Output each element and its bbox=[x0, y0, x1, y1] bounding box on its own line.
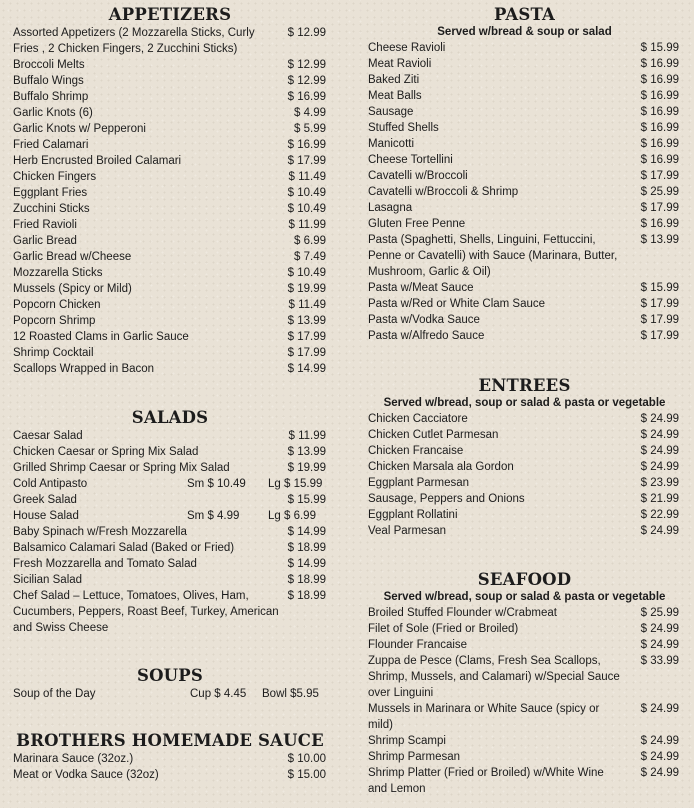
menu-item-name: Garlic Knots w/ Pepperoni bbox=[13, 123, 146, 135]
menu-item-name: Chicken Caesar or Spring Mix Salad bbox=[13, 446, 199, 458]
menu-item-name: Broccoli Melts bbox=[13, 59, 85, 71]
menu-item bbox=[0, 524, 340, 540]
menu-item bbox=[0, 153, 340, 169]
menu-item bbox=[355, 523, 694, 539]
menu-item bbox=[355, 765, 694, 797]
menu-item bbox=[0, 686, 340, 702]
menu-item bbox=[355, 72, 694, 88]
menu-item bbox=[355, 621, 694, 637]
appetizers-list bbox=[0, 25, 340, 377]
appetizers-section bbox=[0, 5, 340, 377]
menu-item-price: $ 15.99 bbox=[640, 282, 679, 294]
menu-item-name: Meat or Vodka Sauce (32oz) bbox=[13, 769, 159, 781]
menu-item-name: Shrimp Cocktail bbox=[13, 347, 94, 359]
menu-item-name: Pasta w/Red or White Clam Sauce bbox=[368, 298, 546, 310]
entrees-heading: ENTREES bbox=[478, 376, 571, 395]
menu-item bbox=[355, 637, 694, 653]
menu-item-name: Sausage bbox=[368, 106, 414, 118]
menu-item-price: $ 11.99 bbox=[288, 430, 326, 442]
menu-item bbox=[355, 312, 694, 328]
soups-heading: SOUPS bbox=[136, 666, 203, 685]
menu-item-price: $ 15.99 bbox=[287, 494, 326, 506]
menu-item-price: $ 24.99 bbox=[640, 735, 679, 747]
menu-item-price: $ 12.99 bbox=[287, 59, 326, 71]
menu-item bbox=[0, 201, 340, 217]
menu-item bbox=[0, 329, 340, 345]
menu-item-price: $ 6.99 bbox=[294, 235, 326, 247]
appetizers-heading: APPETIZERS bbox=[108, 5, 232, 24]
menu-item-price: $ 24.99 bbox=[640, 429, 679, 441]
menu-item-name: Cavatelli w/Broccoli & Shrimp bbox=[368, 186, 519, 198]
menu-item bbox=[355, 443, 694, 459]
menu-item-name: Buffalo Shrimp bbox=[13, 91, 89, 103]
menu-item-price: $ 16.99 bbox=[287, 139, 326, 151]
menu-item-price: $ 33.99 bbox=[640, 655, 679, 667]
menu-item-name: Mussels (Spicy or Mild) bbox=[13, 283, 132, 295]
menu-item-name: Cheese Tortellini bbox=[368, 154, 453, 166]
pasta-list bbox=[355, 40, 694, 344]
menu-item-name: Balsamico Calamari Salad (Baked or Fried) bbox=[13, 542, 235, 554]
menu-item bbox=[0, 572, 340, 588]
menu-item-price: $ 10.49 bbox=[287, 187, 326, 199]
small-size-price: Sm $ 10.49 bbox=[187, 478, 246, 490]
menu-item-name: Pasta (Spaghetti, Shells, Linguini, Fettuccini, Penne or Cavatelli) with Sauce (Marinara, Butter, Mushroom, Garlic & Oil) bbox=[368, 234, 618, 278]
menu-item-price: $ 25.99 bbox=[640, 607, 679, 619]
menu-item bbox=[355, 216, 694, 232]
soups-list bbox=[0, 686, 340, 702]
menu-item-price: $ 21.99 bbox=[640, 493, 679, 505]
menu-item bbox=[355, 232, 694, 280]
menu-item-price: $ 24.99 bbox=[640, 703, 679, 715]
menu-item bbox=[0, 428, 340, 444]
menu-item-price: $ 10.49 bbox=[287, 267, 326, 279]
menu-item bbox=[355, 328, 694, 344]
menu-item-name: Shrimp Parmesan bbox=[368, 751, 461, 763]
menu-item-price: $ 17.99 bbox=[640, 202, 679, 214]
seafood-section bbox=[355, 570, 694, 797]
menu-item bbox=[0, 508, 340, 524]
bowl-price: Bowl $5.95 bbox=[262, 688, 319, 700]
menu-item-price: $ 14.99 bbox=[287, 558, 326, 570]
menu-item-name: Herb Encrusted Broiled Calamari bbox=[13, 155, 182, 167]
menu-item-price: $ 5.99 bbox=[294, 123, 326, 135]
menu-item-name: Caesar Salad bbox=[13, 430, 83, 442]
menu-item-price: $ 7.49 bbox=[294, 251, 326, 263]
seafood-heading: SEAFOOD bbox=[477, 570, 572, 589]
menu-item-name: Popcorn Chicken bbox=[13, 299, 101, 311]
pasta-subtitle: Served w/bread & soup or salad bbox=[437, 26, 612, 38]
menu-item-name: Garlic Knots (6) bbox=[13, 107, 93, 119]
menu-item-name: Veal Parmesan bbox=[368, 525, 446, 537]
menu-item-name: Sicilian Salad bbox=[13, 574, 83, 586]
menu-item-name: Meat Ravioli bbox=[368, 58, 432, 70]
menu-item-price: $ 14.99 bbox=[287, 526, 326, 538]
menu-item-name: Shrimp Platter (Fried or Broiled) w/White Wine and Lemon bbox=[368, 767, 604, 795]
menu-item-name: Baked Ziti bbox=[368, 74, 420, 86]
menu-item-price: $ 19.99 bbox=[287, 283, 326, 295]
sauce-list bbox=[0, 751, 340, 783]
menu-item-name: Marinara Sauce (32oz.) bbox=[13, 753, 134, 765]
menu-item-name: Mozzarella Sticks bbox=[13, 267, 103, 279]
menu-item-name: Cavatelli w/Broccoli bbox=[368, 170, 468, 182]
menu-item-price: $ 10.00 bbox=[287, 753, 326, 765]
menu-item-price: $ 17.99 bbox=[287, 331, 326, 343]
menu-item-price: $ 23.99 bbox=[640, 477, 679, 489]
menu-item-name: Fried Ravioli bbox=[13, 219, 77, 231]
menu-item bbox=[0, 556, 340, 572]
menu-item-price: $ 24.99 bbox=[640, 461, 679, 473]
menu-item-name: Lasagna bbox=[368, 202, 413, 214]
menu-item-price: $ 17.99 bbox=[640, 298, 679, 310]
menu-item-price: $ 16.99 bbox=[640, 74, 679, 86]
menu-item-name: Scallops Wrapped in Bacon bbox=[13, 363, 155, 375]
salads-heading: SALADS bbox=[131, 408, 209, 427]
menu-item-price: $ 17.99 bbox=[287, 155, 326, 167]
menu-item-name: Greek Salad bbox=[13, 494, 77, 506]
menu-item-price: $ 12.99 bbox=[287, 75, 326, 87]
soups-section bbox=[0, 666, 340, 702]
pasta-section bbox=[355, 5, 694, 344]
menu-item bbox=[355, 200, 694, 216]
menu-item-name: Grilled Shrimp Caesar or Spring Mix Salad bbox=[13, 462, 230, 474]
sauce-section bbox=[0, 731, 340, 783]
menu-item bbox=[0, 105, 340, 121]
menu-item bbox=[0, 233, 340, 249]
menu-item-price: $ 15.00 bbox=[287, 769, 326, 781]
menu-item-name: Garlic Bread bbox=[13, 235, 77, 247]
menu-item bbox=[355, 427, 694, 443]
menu-item-name: Fried Calamari bbox=[13, 139, 89, 151]
menu-item-name: Buffalo Wings bbox=[13, 75, 84, 87]
menu-item-price: $ 18.99 bbox=[287, 542, 326, 554]
menu-item-name: Meat Balls bbox=[368, 90, 422, 102]
menu-item-price: $ 14.99 bbox=[287, 363, 326, 375]
menu-item bbox=[0, 313, 340, 329]
menu-item-price: $ 16.99 bbox=[640, 138, 679, 150]
menu-item-name: Chicken Fingers bbox=[13, 171, 97, 183]
menu-item bbox=[0, 73, 340, 89]
menu-item-name: Filet of Sole (Fried or Broiled) bbox=[368, 623, 519, 635]
large-size-price: Lg $ 15.99 bbox=[268, 478, 323, 490]
menu-item-price: $ 17.99 bbox=[287, 347, 326, 359]
menu-item bbox=[0, 185, 340, 201]
menu-item-price: $ 11.49 bbox=[288, 299, 326, 311]
menu-item bbox=[355, 168, 694, 184]
menu-item-name: Chicken Cutlet Parmesan bbox=[368, 429, 499, 441]
menu-item-name: Pasta w/Alfredo Sauce bbox=[368, 330, 485, 342]
menu-item-price: $ 24.99 bbox=[640, 767, 679, 779]
menu-item-name: Assorted Appetizers (2 Mozzarella Sticks, Curly Fries , 2 Chicken Fingers, 2 Zucchini Sticks) bbox=[13, 27, 255, 55]
menu-item-name: Gluten Free Penne bbox=[368, 218, 466, 230]
entrees-section bbox=[355, 376, 694, 539]
sauce-heading: BROTHERS HOMEMADE SAUCE bbox=[16, 731, 324, 750]
menu-item-price: $ 13.99 bbox=[640, 234, 679, 246]
menu-item-name: Baby Spinach w/Fresh Mozzarella bbox=[13, 526, 187, 538]
entrees-subtitle: Served w/bread, soup or salad & pasta or vegetable bbox=[383, 397, 666, 409]
menu-item bbox=[0, 492, 340, 508]
menu-item-price: $ 18.99 bbox=[287, 590, 326, 602]
menu-item bbox=[355, 152, 694, 168]
menu-item-price: $ 16.99 bbox=[640, 154, 679, 166]
menu-item-name: Stuffed Shells bbox=[368, 122, 439, 134]
menu-item bbox=[0, 265, 340, 281]
menu-item-price: $ 16.99 bbox=[640, 122, 679, 134]
menu-item bbox=[355, 280, 694, 296]
menu-item bbox=[0, 751, 340, 767]
menu-item-name: Chef Salad – Lettuce, Tomatoes, Olives, Ham, Cucumbers, Peppers, Roast Beef, Turkey, American and Swiss Cheese bbox=[13, 590, 279, 634]
menu-item-name: Mussels in Marinara or White Sauce (spicy or mild) bbox=[368, 703, 600, 731]
menu-item-price: $ 11.99 bbox=[288, 219, 326, 231]
large-size-price: Lg $ 6.99 bbox=[268, 510, 316, 522]
salads-list bbox=[0, 428, 340, 636]
menu-item-price: $ 16.99 bbox=[640, 106, 679, 118]
menu-item-name: Zucchini Sticks bbox=[13, 203, 90, 215]
menu-item-price: $ 24.99 bbox=[640, 413, 679, 425]
menu-item-price: $ 25.99 bbox=[640, 186, 679, 198]
menu-item bbox=[355, 475, 694, 491]
menu-item-price: $ 12.99 bbox=[287, 27, 326, 39]
menu-item bbox=[0, 169, 340, 185]
menu-item-price: $ 16.99 bbox=[640, 218, 679, 230]
menu-item bbox=[355, 411, 694, 427]
menu-item bbox=[355, 605, 694, 621]
entrees-list bbox=[355, 411, 694, 539]
menu-item bbox=[0, 361, 340, 377]
menu-item bbox=[0, 476, 340, 492]
menu-item-price: $ 17.99 bbox=[640, 330, 679, 342]
menu-item-name: Eggplant Parmesan bbox=[368, 477, 470, 489]
menu-item bbox=[355, 136, 694, 152]
menu-item-name: Garlic Bread w/Cheese bbox=[13, 251, 132, 263]
seafood-subtitle: Served w/bread, soup or salad & pasta or vegetable bbox=[383, 591, 666, 603]
menu-item bbox=[355, 507, 694, 523]
small-size-price: Sm $ 4.99 bbox=[187, 510, 240, 522]
menu-item-name: Eggplant Fries bbox=[13, 187, 88, 199]
menu-item-name: Fresh Mozzarella and Tomato Salad bbox=[13, 558, 197, 570]
menu-item-price: $ 17.99 bbox=[640, 314, 679, 326]
menu-item bbox=[355, 88, 694, 104]
menu-item-name: 12 Roasted Clams in Garlic Sauce bbox=[13, 331, 189, 343]
menu-item-price: $ 10.49 bbox=[287, 203, 326, 215]
menu-item bbox=[355, 184, 694, 200]
menu-item-price: $ 16.99 bbox=[640, 58, 679, 70]
menu-item-price: $ 11.49 bbox=[288, 171, 326, 183]
menu-item bbox=[0, 121, 340, 137]
menu-item-name: Sausage, Peppers and Onions bbox=[368, 493, 525, 505]
menu-item bbox=[355, 701, 694, 733]
menu-item-name: Eggplant Rollatini bbox=[368, 509, 458, 521]
menu-item bbox=[0, 588, 340, 636]
menu-item bbox=[0, 137, 340, 153]
menu-item bbox=[355, 491, 694, 507]
menu-item bbox=[0, 57, 340, 73]
menu-item bbox=[0, 25, 340, 57]
menu-item-price: $ 13.99 bbox=[287, 315, 326, 327]
menu-item-price: $ 18.99 bbox=[287, 574, 326, 586]
menu-item-name: Cold Antipasto bbox=[13, 478, 88, 490]
menu-item-price: $ 24.99 bbox=[640, 751, 679, 763]
menu-item-price: $ 19.99 bbox=[287, 462, 326, 474]
menu-item-name: House Salad bbox=[13, 510, 79, 522]
menu-item bbox=[0, 345, 340, 361]
menu-item bbox=[0, 540, 340, 556]
menu-item bbox=[0, 297, 340, 313]
pasta-heading: PASTA bbox=[493, 5, 556, 24]
menu-item bbox=[355, 459, 694, 475]
salads-section bbox=[0, 408, 340, 636]
menu-item bbox=[355, 40, 694, 56]
menu-item-name: Zuppa de Pesce (Clams, Fresh Sea Scallops, Shrimp, Mussels, and Calamari) w/Special Sauce over Linguini bbox=[368, 655, 620, 699]
menu-item-price: $ 16.99 bbox=[287, 91, 326, 103]
menu-item bbox=[355, 296, 694, 312]
menu-item-price: $ 24.99 bbox=[640, 445, 679, 457]
menu-item-price: $ 24.99 bbox=[640, 623, 679, 635]
seafood-list bbox=[355, 605, 694, 797]
menu-item bbox=[355, 104, 694, 120]
menu-item-price: $ 16.99 bbox=[640, 90, 679, 102]
menu-item bbox=[355, 749, 694, 765]
menu-item-name: Shrimp Scampi bbox=[368, 735, 446, 747]
menu-item-name: Pasta w/Meat Sauce bbox=[368, 282, 474, 294]
menu-item-name: Manicotti bbox=[368, 138, 415, 150]
menu-item-name: Soup of the Day bbox=[13, 688, 96, 700]
menu-item-price: $ 24.99 bbox=[640, 639, 679, 651]
menu-item bbox=[355, 733, 694, 749]
menu-item bbox=[0, 89, 340, 105]
menu-item-price: $ 4.99 bbox=[294, 107, 326, 119]
menu-item-name: Chicken Cacciatore bbox=[368, 413, 468, 425]
menu-item bbox=[355, 653, 694, 701]
menu-item bbox=[0, 281, 340, 297]
menu-item-name: Flounder Francaise bbox=[368, 639, 468, 651]
menu-item-name: Cheese Ravioli bbox=[368, 42, 446, 54]
menu-item-name: Pasta w/Vodka Sauce bbox=[368, 314, 480, 326]
menu-item-name: Broiled Stuffed Flounder w/Crabmeat bbox=[368, 607, 557, 619]
cup-price: Cup $ 4.45 bbox=[190, 688, 247, 700]
menu-item-name: Popcorn Shrimp bbox=[13, 315, 96, 327]
menu-item-price: $ 24.99 bbox=[640, 525, 679, 537]
menu-item-price: $ 15.99 bbox=[640, 42, 679, 54]
menu-item-name: Chicken Francaise bbox=[368, 445, 464, 457]
menu-item bbox=[0, 249, 340, 265]
menu-item-price: $ 22.99 bbox=[640, 509, 679, 521]
menu-item-name: Chicken Marsala ala Gordon bbox=[368, 461, 514, 473]
menu-item bbox=[355, 120, 694, 136]
menu-item bbox=[0, 444, 340, 460]
menu-item bbox=[355, 56, 694, 72]
menu-item-price: $ 17.99 bbox=[640, 170, 679, 182]
menu-item-price: $ 13.99 bbox=[287, 446, 326, 458]
menu-item bbox=[0, 217, 340, 233]
menu-item bbox=[0, 767, 340, 783]
menu-item bbox=[0, 460, 340, 476]
